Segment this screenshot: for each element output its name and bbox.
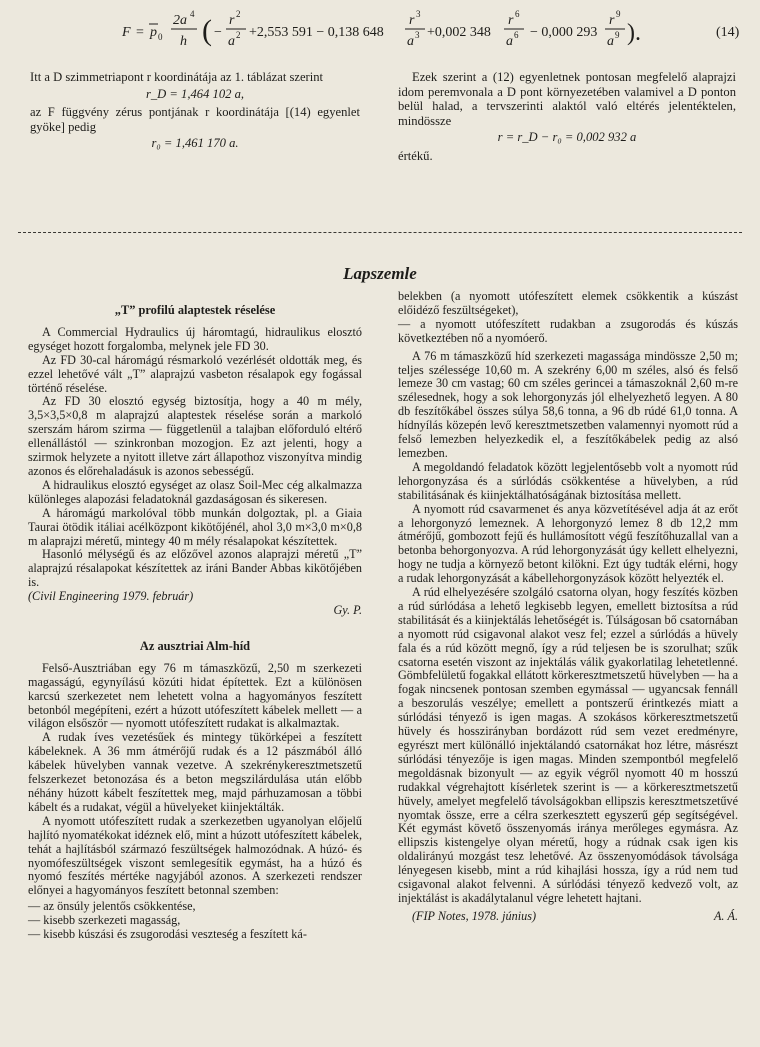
article-1-para: Az FD 30-cal háromágú résmarkoló vezérlését oldották meg, és ezzel lehetővé vált „T” alaprajzú vasbeton résalapok egy fogással történő réselése.	[28, 352, 362, 395]
article-2-signature: A. Á.	[713, 908, 738, 923]
formula-num: 2a	[173, 13, 187, 28]
t4-num: r	[609, 13, 615, 28]
left-column	[28, 298, 362, 942]
formula-p: p	[150, 25, 157, 40]
t2-den: a	[407, 34, 414, 49]
top-right-para-1: Ezek szerint a (12) egyenletnek pontosan megfelelő alaprajzi idom peremvonala a D pont környezetében valamivel a D ponton belül halad, a tervszerinti alaktól való eltérés jelentéktelen, mindössze	[398, 70, 736, 128]
section-title: Lapszemle	[343, 264, 417, 283]
coef-1: +2,553 591 − 0,138 648	[249, 25, 384, 40]
article-2-para: A rudak íves vezetésűek és mintegy tükörképei a feszített kábeleknek. A 36 mm átmérőjű rudak és a 12 pászmából álló kábelek hüvelyben vannak vezetve. A szekrénykeresztmetszetű felszerkezet betonozása és a beton megszilárdulása után előbb néhány húzott kábelt feszítettek meg, majd párhuzamosan a többi kábelt és a rudakat, végül a hüvelyeket kiinjektálták.	[28, 730, 362, 814]
right-para: A nyomott rúd csavarmenet és anya közvetítésével adja át az erőt a lehorgonyzó lemeznek. A lehorgonyzó lemez 8 db 12,2 mm átmérőjű, gombozott fejű és hullámosított végű feszítőhuzallal van a betonba behorgonyozva. A rúd lehorgonyzását úgy kellett elhelyezni, hogy ne tudja a környező betont kilökni. Ezt úgy tudták elérni, hogy a rudak lehorgonyzását a kábellehorgonyzások között helyezték el.	[398, 501, 738, 586]
t1-num-exp: 2	[236, 9, 241, 19]
article-2-list-item: — kisebb kúszási és zsugorodási veszteség a feszített ká-	[28, 927, 307, 942]
formula-F: F	[122, 25, 131, 40]
right-column	[398, 290, 738, 924]
formula-eq: =	[136, 25, 144, 40]
formula-minus: −	[214, 25, 222, 40]
t1-num: r	[229, 13, 235, 28]
top-left-para-1: Itt a D szimmetriapont r koordinátája az 1. táblázat szerint	[30, 70, 324, 84]
article-1-para: A Commercial Hydraulics új háromtagú, hidraulikus elosztó egységet hozott forgalomba, melynek jele FD 30.	[28, 324, 362, 353]
top-right-para-2: értékű.	[398, 148, 433, 163]
formula-den: h	[180, 34, 187, 49]
article-1-source: (Civil Engineering 1979. február)	[28, 589, 194, 604]
article-2-list-item: — az önsúly jelentős csökkentése,	[28, 899, 196, 914]
t3-num-exp: 6	[515, 9, 520, 19]
article-1-para: A hidraulikus elosztó egységet az olasz Soil-Mec cég alkalmazza különleges alapozási feladatoknál gazdaságosan és sikeresen.	[28, 477, 362, 506]
section-divider	[18, 232, 742, 233]
article-2-list-item: — kisebb szerkezeti magasság,	[28, 913, 181, 928]
t2-num-exp: 3	[416, 9, 421, 19]
right-para: A megoldandó feladatok között legjelentősebb volt a nyomott rúd lehorgonyzása és a súrlódás csökkentése a hüvelyben, a rúd stabilitásának és kiinjektálhatóságának biztosítása mellett.	[398, 459, 738, 502]
right-cont-line: — a nyomott utófeszített rudakban a zsugorodás és kúszás következtében nő a nyomóerő.	[398, 316, 738, 345]
article-1-title: „T” profilú alaptestek réselése	[114, 303, 276, 317]
formula-14	[0, 0, 760, 58]
top-left-column	[30, 70, 360, 155]
top-left-eq-2: r₀ = 1,461 170 a.	[151, 136, 239, 151]
article-2-title: Az ausztriai Alm-híd	[139, 638, 251, 653]
t2-num: r	[409, 13, 415, 28]
right-para: A 76 m támaszközű híd szerkezeti magassága mindössze 2,50 m; teljes szélessége 10,60 m. A szekrény 6,00 m széles, alsó és felső lemeze 30 cm vastag; 60 cm széles gerincei a támaszoknál 2,60 m-re szélesednek, hogy a sok lehorgonyzás jól elhelyezhető legyen. A 80 db feszítőkábel összes súlya 58,6 tonna, a 96 db rúdé 61,0 tonna. A hídnyílás közepén levő keresztmetszetben valamennyi nyomott rúd a felső lemezben helyezkedik el, a feszítőkábelek pedig az alsó lemezben.	[398, 348, 738, 460]
t3-den: a	[506, 34, 513, 49]
t4-den-exp: 9	[615, 30, 620, 40]
coef-2: +0,002 348	[427, 25, 491, 40]
t1-den-exp: 2	[236, 30, 241, 40]
right-para: A rúd elhelyezésére szolgáló csatorna olyan, hogy feszítés közben a rúd súrlódása a lehető legkisebb legyen, emellett biztosítsa a rúd stabilitását és a kiinjektálás lehetőségét is. Túlságosan bő csatornában a nyomott rúd csigavonal alakot vesz fel; ezzel a súrlódás a hüvely fala és a rúd között megnő, így a rúd teljesen be is szorulhat; szűk csatorna esetén viszont az injektálás válik gyakorlatilag lehetetlenné. Gömbfelületű fogakkal ellátott körkeresztmetszetű hüvelyben — ha a fogak nincsenek pontosan szemben egymással — ugyancsak fennáll a beszorulás veszélye; emellett a pontszerű érintkezés miatt a súrlódási tényező is igen magas. A szokásos körkeresztmetszetű hüvely és hosszirányban bordázott rúd sem vezet eredményre, egyrészt mert különálló injektálandó csatornákat hoz létre, másrészt súrlódási tényezője is igen magas. Minden szempontból megfelelő megoldásnak bizonyult — az egyik végről nyomott 40 m hosszú rudakkal végrehajtott kísérletek szerint is — a körkeresztmetszetű hüvely, amelyet megfelelő távolságokban ellipszis keresztmetszetűvé nyomtak össze, erre a célra szerkesztett egyszerű gép segítségével. Két egymást követő összenyomás iránya merőleges egymásra. Az ellipszis kistengelye olyan méretű, hogy a rúdnak csak igen kis oldalirányú mozgást tesz lehetővé. Az összenyomódások távolsága lényegesen kisebb, mint a rúd kihajlási hossza, így a rúd nem tud csigavonal alakot felvenni. A súrlódási tényező kedvező volt, az injektálást is akadálytalanul végre lehetett hajtani.	[398, 585, 738, 905]
formula-num-exp: 4	[190, 9, 195, 19]
formula-close: ).	[627, 20, 641, 46]
coef-3: − 0,000 293	[530, 25, 598, 40]
top-left-para-2: az F függvény zérus pontjának r koordinátája [(14) egyenlet gyöke] pedig	[30, 105, 360, 134]
t3-num: r	[508, 13, 514, 28]
article-2-para: A nyomott utófeszített rudak a szerkezetben ugyanolyan előjelű hajlító nyomatékokat idéznek elő, mint a húzott utófeszített kábelek, tehát a hajlításból származó feszültségek halmozódnak. A húzó- és nyomófeszültségek viszont semlegesítik egymást, ha a húzó és nyomó feszítés mértéke nagyjából azonos. A szerkezeti rendszer előnyei a hagyományos feszített betonnal szemben:	[28, 813, 362, 898]
formula-open: (	[202, 14, 212, 47]
right-cont-line: belekben (a nyomott utófeszített elemek csökkentik a kúszást előidéző feszültségeket),	[398, 289, 738, 317]
t3-den-exp: 6	[514, 30, 519, 40]
formula-p0: 0	[158, 32, 163, 42]
formula-svg	[0, 0, 760, 58]
top-right-column	[398, 70, 736, 164]
right-footer	[398, 910, 738, 924]
article-1-para: Az FD 30 elosztó egység biztosítja, hogy a 40 m mély, 3,5×3,5×0,8 m alaprajzú alaptestek réselése során a markoló szerszám három szirma — függetlenül a talajban előforduló eltérő ellenállástól — szinkronban mozogjon. Ez azt jelenti, hogy a szirmok helyzete a nyitott illetve zárt állapothoz viszonyítva mindig azonos és előrehaladásuk is azonos sebességű.	[28, 394, 362, 478]
article-2-para: Felső-Ausztriában egy 76 m támaszközű, 2,50 m szerkezeti magasságú, egynyílású közúti hidat építettek. Ezt a különösen karcsú szerkezetet nem lehetett volna a hagyományos feszített betonból megépíteni, ezért a húzott utófeszített kábelek mellett — a világon elsőször — nyomott utófeszített rudakat is alkalmaztak.	[28, 660, 362, 731]
article-1-para: Hasonló mélységű és az előzővel azonos alaprajzi méretű „T” alaprajzú résalapokat készítettek az iráni Bander Abbas kikötőjében is.	[28, 547, 362, 590]
t4-num-exp: 9	[616, 9, 621, 19]
article-1-signature: Gy. P.	[333, 603, 362, 618]
t2-den-exp: 3	[415, 30, 420, 40]
top-right-eq: r = r_D − r₀ = 0,002 932 a	[497, 130, 637, 145]
article-2-source: (FIP Notes, 1978. június)	[412, 908, 537, 923]
article-1-para: A háromágú markolóval több munkán dolgoztak, pl. a Giaia Taurai ötödik itáliai acélközpont kikötőjénél, ahol 3,0 m×3,0 m×0,8 m alaprajzi méretű, mintegy 40 m mély résalapokat készítettek.	[28, 505, 362, 548]
t1-den: a	[228, 34, 235, 49]
equation-number: (14)	[716, 25, 740, 40]
t4-den: a	[607, 34, 614, 49]
top-left-eq-1: r_D = 1,464 102 a,	[145, 86, 245, 101]
